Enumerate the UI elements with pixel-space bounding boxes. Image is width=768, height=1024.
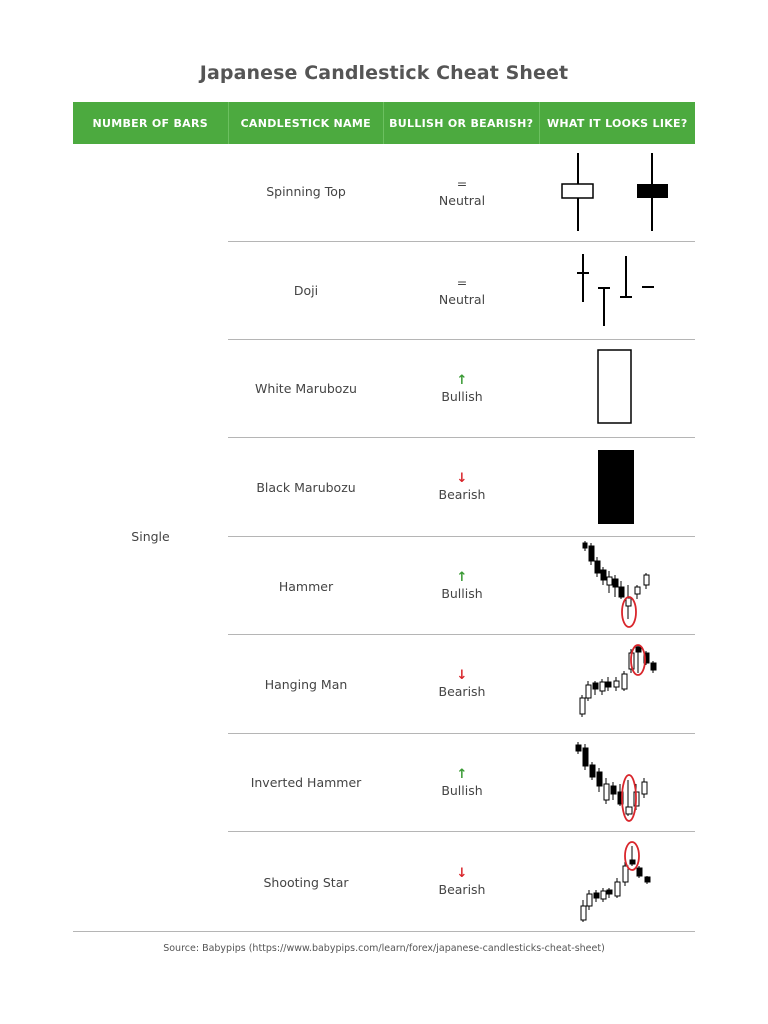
sentiment-cell xyxy=(384,176,540,209)
table-row-spinning-top xyxy=(228,144,695,242)
sentiment-label: Bearish xyxy=(438,487,486,502)
candlestick-name: Doji xyxy=(293,283,319,298)
sentiment-cell xyxy=(384,373,540,405)
candlestick-name: Hammer xyxy=(278,579,334,594)
sentiment-label: Neutral xyxy=(438,292,486,307)
sentiment-label: Bearish xyxy=(438,684,486,699)
table-row-shooting-star xyxy=(228,832,695,930)
table-header xyxy=(73,102,695,144)
sentiment-cell xyxy=(384,668,540,700)
source-citation: Source: Babypips (https://www.babypips.com/learn/forex/japanese-candlesticks-cheat-sheet) xyxy=(163,943,605,954)
sentiment-label: Bearish xyxy=(438,882,486,897)
table-row-inverted-hammer xyxy=(228,734,695,832)
sentiment-cell xyxy=(384,570,540,602)
candlestick-name: Spinning Top xyxy=(266,184,346,199)
candlestick-name: Shooting Star xyxy=(263,875,349,890)
arrow-down-icon: ↓ xyxy=(456,668,468,683)
table-bottom-divider xyxy=(73,931,695,932)
table-row-black-marubozu xyxy=(228,438,695,537)
candlestick-name: Inverted Hammer xyxy=(250,775,362,790)
page-title: Japanese Candlestick Cheat Sheet xyxy=(199,62,569,84)
shooting-star-illustration xyxy=(540,832,695,930)
spinning-top-illustration xyxy=(540,144,695,241)
header-candlestick-name: CANDLESTICK NAME xyxy=(229,102,385,144)
sentiment-cell xyxy=(384,866,540,898)
table-row-hammer xyxy=(228,537,695,635)
arrow-up-icon: ↑ xyxy=(456,373,468,388)
sentiment-cell xyxy=(384,471,540,503)
white-marubozu-illustration xyxy=(540,340,695,437)
sentiment-cell xyxy=(384,767,540,799)
header-what-it-looks-like: WHAT IT LOOKS LIKE? xyxy=(546,116,688,130)
sentiment-label: Bullish xyxy=(441,389,483,404)
doji-illustration xyxy=(540,242,695,339)
equals-icon: = xyxy=(456,275,468,290)
table-row-hanging-man xyxy=(228,635,695,734)
table-row-doji xyxy=(228,242,695,340)
black-marubozu-illustration xyxy=(540,438,695,536)
arrow-down-icon: ↓ xyxy=(456,866,468,881)
arrow-up-icon: ↑ xyxy=(456,570,468,585)
sentiment-cell xyxy=(384,275,540,308)
group-label-single: Single xyxy=(131,529,170,544)
candlestick-name: Hanging Man xyxy=(264,677,348,692)
sentiment-label: Bullish xyxy=(441,783,483,798)
arrow-down-icon: ↓ xyxy=(456,471,468,486)
arrow-up-icon: ↑ xyxy=(456,767,468,782)
hammer-illustration xyxy=(540,537,695,634)
sentiment-label: Bullish xyxy=(441,586,483,601)
table-row-white-marubozu xyxy=(228,340,695,438)
equals-icon: = xyxy=(456,176,468,191)
candlestick-name: Black Marubozu xyxy=(256,480,356,495)
hanging-man-illustration xyxy=(540,635,695,733)
candlestick-name: White Marubozu xyxy=(255,381,357,396)
header-bullish-or-bearish: BULLISH OR BEARISH? xyxy=(384,102,540,144)
inverted-hammer-illustration xyxy=(540,734,695,831)
sentiment-label: Neutral xyxy=(438,193,486,208)
header-number-of-bars: NUMBER OF BARS xyxy=(73,102,229,144)
